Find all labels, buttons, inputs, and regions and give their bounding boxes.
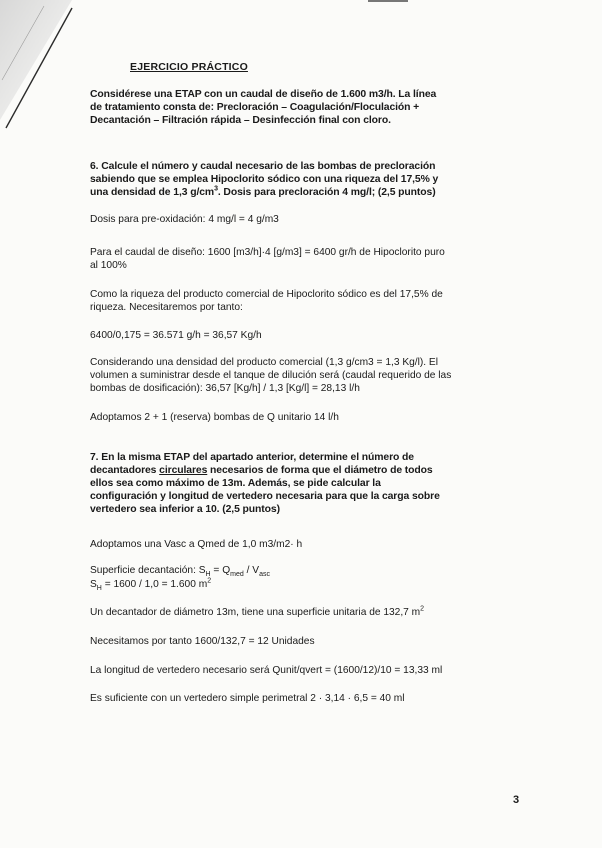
question-6-line (90, 186, 436, 199)
formula-subscript: asc (259, 571, 270, 579)
formula-text: Superficie decantación: S (90, 565, 206, 576)
page-number: 3 (513, 794, 520, 806)
top-edge-mark (368, 0, 408, 2)
answer-density: volumen a suministrar desde el tanque de dilución será (caudal requerido de las (90, 370, 452, 381)
answer-surface-value (90, 578, 211, 591)
answer-superscript: 2 (420, 605, 425, 613)
answer-weir: La longitud de vertedero necesario será Qunit/qvert = (1600/12)/10 = 13,33 ml (90, 665, 443, 676)
formula-text: S (90, 579, 97, 590)
answer-perimeter: Es suficiente con un vertedero simple perimetral 2 · 3,14 · 6,5 = 40 ml (90, 693, 405, 704)
formula-text: = 1600 / 1,0 = 1.600 m (101, 579, 208, 590)
scan-shadow-corner (0, 0, 90, 130)
answer-density: bombas de dosificación): 36,57 [Kg/h] / 1,3 [Kg/l] = 28,13 l/h (90, 383, 360, 394)
q7-text: decantadores (90, 465, 160, 476)
q7-underlined-text: circulares (159, 465, 208, 476)
formula-subscript: H (205, 571, 211, 579)
formula-text: / V (243, 565, 260, 576)
intro-line: Decantación – Filtración rápida – Desinfección final con cloro. (90, 115, 391, 126)
intro-line: Considérese una ETAP con un caudal de diseño de 1.600 m3/h. La línea (90, 89, 437, 100)
intro-line: de tratamiento consta de: Precloración – Coagulación/Floculación + (90, 102, 420, 113)
q6-text: una densidad de 1,3 g/cm (90, 187, 215, 198)
answer-units: Necesitamos por tanto 1600/132,7 = 12 Unidades (90, 636, 315, 647)
page-title: EJERCICIO PRÁCTICO (130, 61, 248, 73)
q7-text: necesarios de forma que el diámetro de todos (207, 465, 433, 476)
answer-unit-surface (90, 606, 424, 619)
question-7-line: vertedero sea inferior a 10. (2,5 puntos) (90, 504, 280, 515)
answer-density: Considerando una densidad del producto comercial (1,3 g/cm3 = 1,3 Kg/l). El (90, 357, 438, 368)
answer-richness: Como la riqueza del producto comercial de Hipoclorito sódico es del 17,5% de (90, 289, 443, 300)
answer-flow: al 100% (90, 260, 127, 271)
answer-richness: riqueza. Necesitaremos por tanto: (90, 302, 243, 313)
answer-vasc: Adoptamos una Vasc a Qmed de 1,0 m3/m2· h (90, 539, 303, 550)
question-7-line: ellos sea como máximo de 13m. Además, se pide calcular la (90, 478, 381, 489)
q6-superscript: 3 (214, 185, 218, 193)
question-6-line: 6. Calcule el número y caudal necesario de las bombas de precloración (90, 161, 436, 172)
answer-calc: 6400/0,175 = 36.571 g/h = 36,57 Kg/h (90, 330, 262, 341)
answer-surface-formula (90, 564, 270, 577)
answer-dose: Dosis para pre-oxidación: 4 mg/l = 4 g/m3 (90, 214, 279, 225)
formula-subscript: med (230, 571, 244, 579)
answer-pumps: Adoptamos 2 + 1 (reserva) bombas de Q unitario 14 l/h (90, 412, 339, 423)
formula-text: = Q (210, 565, 231, 576)
question-7-line: configuración y longitud de vertedero necesaria para que la carga sobre (90, 491, 440, 502)
question-6-line: sabiendo que se emplea Hipoclorito sódico con una riqueza del 17,5% y (90, 174, 439, 185)
answer-flow: Para el caudal de diseño: 1600 [m3/h]·4 [g/m3] = 6400 gr/h de Hipoclorito puro (90, 247, 445, 258)
answer-text: Un decantador de diámetro 13m, tiene una superficie unitaria de 132,7 m (90, 607, 421, 618)
question-7-line: 7. En la misma ETAP del apartado anterior, determine el número de (90, 452, 414, 463)
formula-superscript: 2 (207, 577, 212, 585)
question-7-line (90, 464, 433, 477)
q6-text: . Dosis para precloración 4 mg/l; (2,5 puntos) (217, 187, 436, 198)
formula-subscript: H (96, 585, 102, 593)
